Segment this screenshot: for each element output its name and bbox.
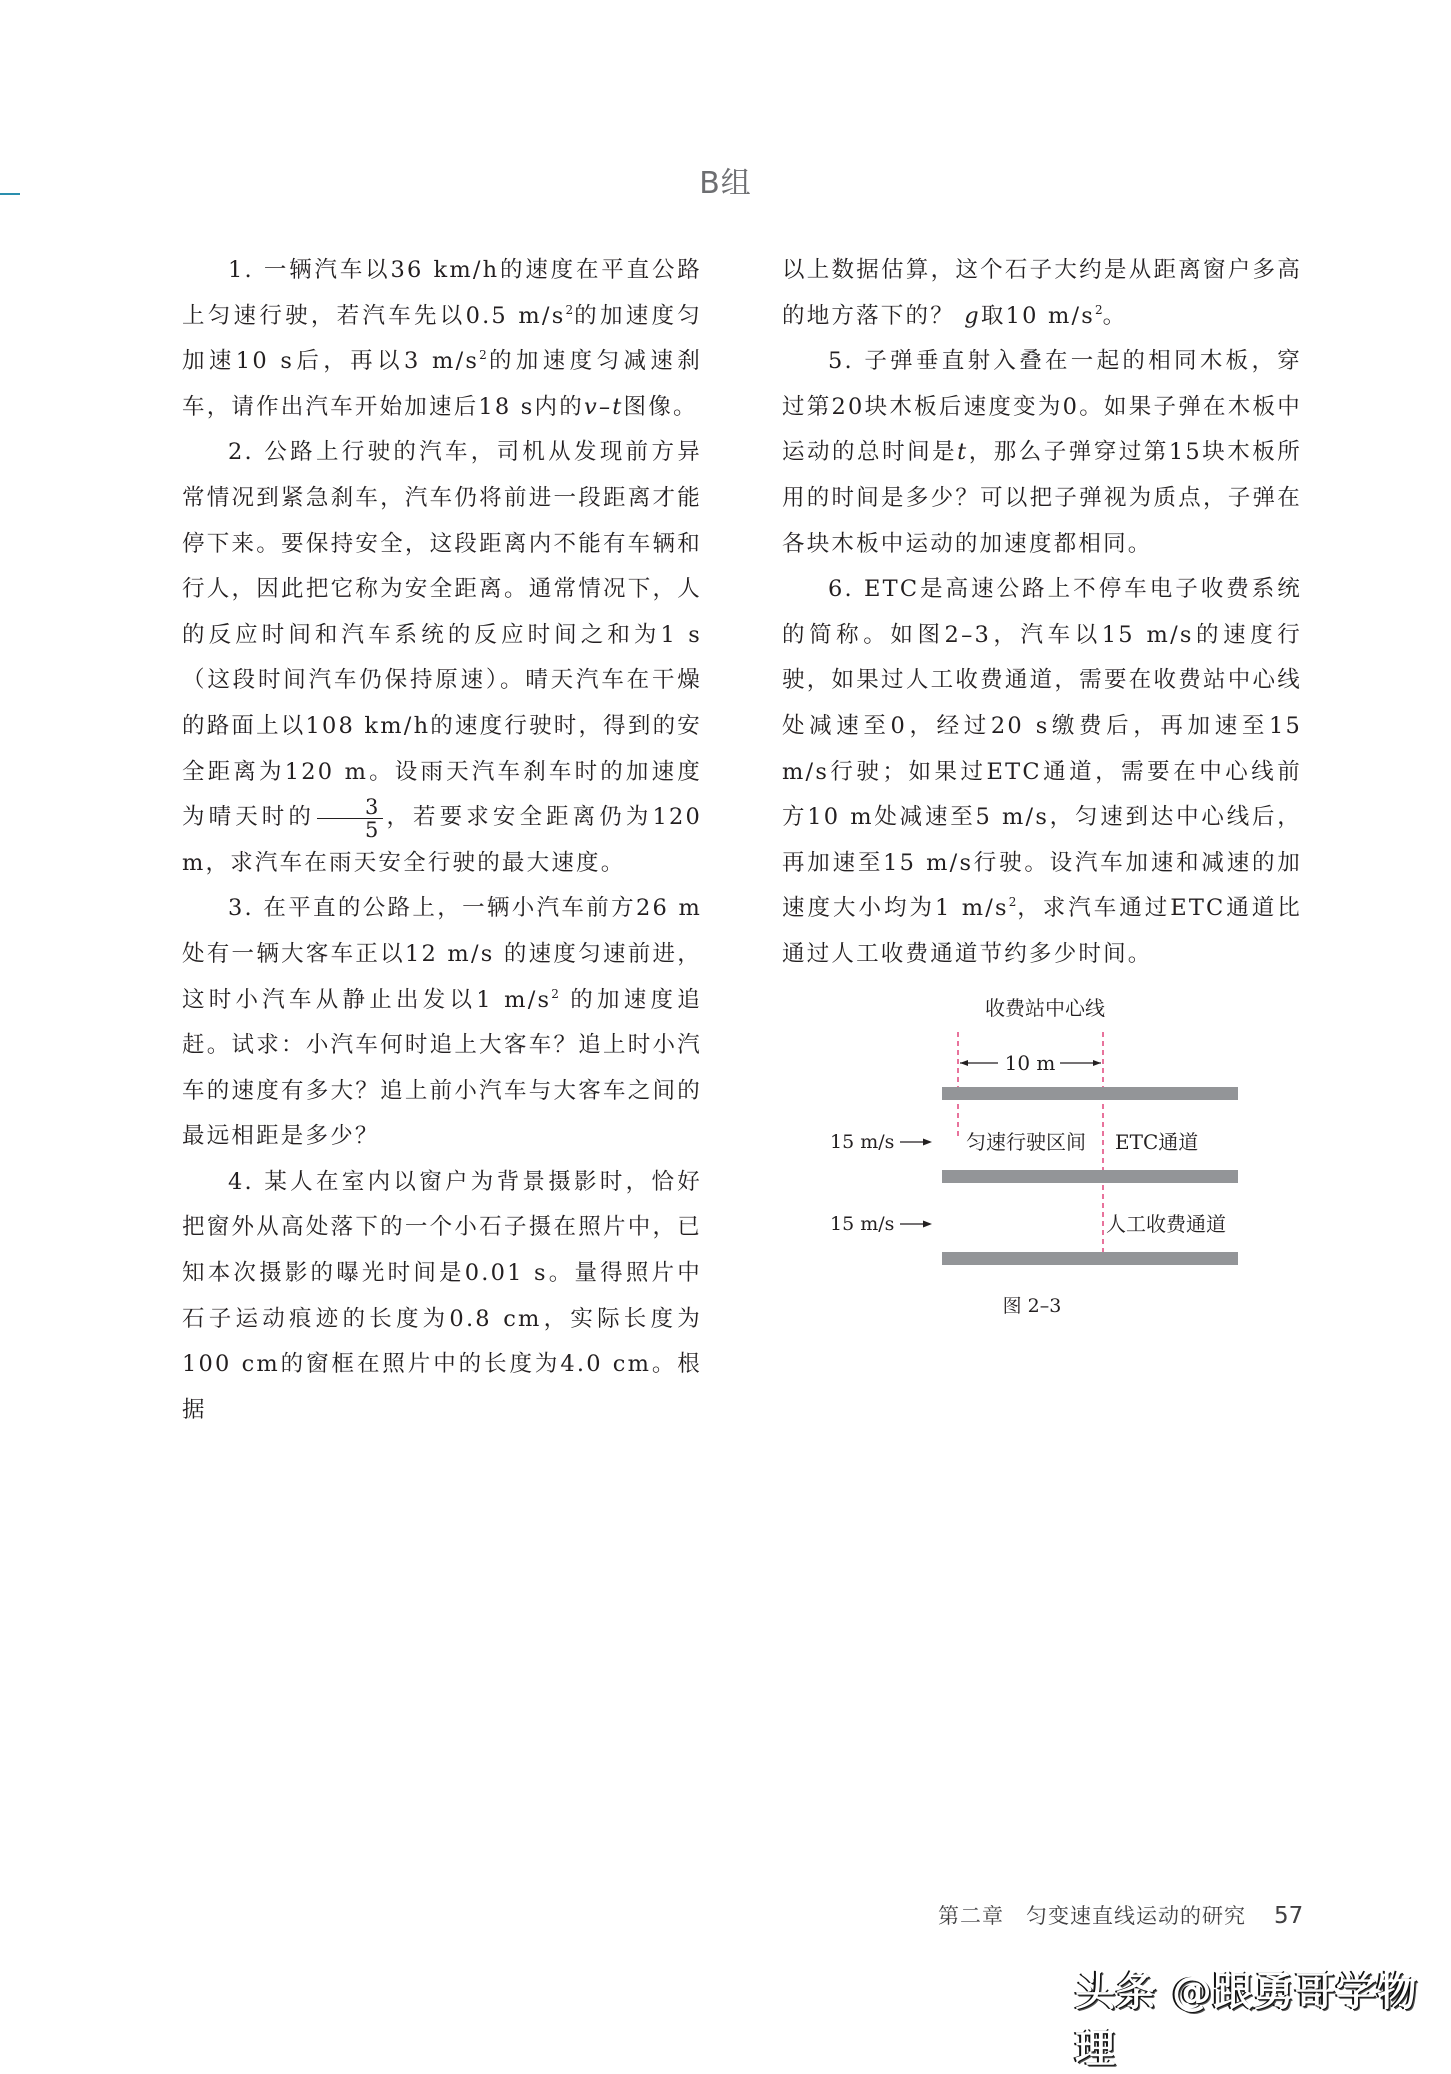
lane1-name-label: ETC通道 <box>1115 1130 1199 1154</box>
problem-2: 2. 公路上行驶的汽车，司机从发现前方异常情况到紧急刹车，汽车仍将前进一段距离才能停下来。要保持安全，这段距离内不能有车辆和行人，因此把它称为安全距离。通常情况下，人的反应时间和汽车系统的反应时间之和为1 s（这段时间汽车仍保持原速）。晴天汽车在干燥的路面上以108 km/h的速度行驶时，得到的安全距离为120 m。设雨天汽车刹车时的加速度为晴天时的 $\frac{3}{5}$ ，若要求安全距离仍为120 m，求汽车在雨天安全行驶的最大速度。 <box>182 439 702 876</box>
barrier-middle <box>942 1170 1238 1183</box>
lane1-zone-label: 匀速行驶区间 <box>966 1130 1086 1154</box>
page-number: 57 <box>1274 1903 1304 1929</box>
barrier-bottom <box>942 1252 1238 1265</box>
page-footer <box>938 1900 1303 1930</box>
figure-caption: 图 2–3 <box>1002 1295 1062 1317</box>
figure-2-3-etc-diagram <box>800 990 1280 1350</box>
lane2-speed-label: 15 m/s <box>830 1213 895 1235</box>
problem-4-part1: 4. 某人在室内以窗户为背景摄影时，恰好把窗外从高处落下的一个小石子摄在照片中，已知本次摄影的曝光时间是0.01 s。量得照片中石子运动痕迹的长度为0.8 cm，实际长度为100 cm的窗框在照片中的长度为4.0 cm。根据 <box>182 1168 702 1423</box>
watermark: 头条 @跟勇哥学物理 <box>1075 1969 1418 2072</box>
lane2-name-label: 人工收费通道 <box>1106 1212 1226 1236</box>
distance-label: 10 m <box>1004 1051 1056 1075</box>
problem-5: 5. 子弹垂直射入叠在一起的相同木板，穿过第20块木板后速度变为0。如果子弹在木板中运动的总时间是t，那么子弹穿过第15块木板所用的时间是多少？可以把子弹视为质点，子弹在各块木板中运动的加速度都相同。 <box>782 348 1303 557</box>
lane1-speed-label: 15 m/s <box>830 1131 895 1153</box>
left-column <box>182 248 702 1433</box>
right-column <box>782 248 1302 978</box>
problem-6: 6. ETC是高速公路上不停车电子收费系统的简称。如图2–3，汽车以15 m/s的速度行驶，如果过人工收费通道，需要在收费站中心线处减速至0，经过20 s缴费后，再加速至15 m/s行驶；如果过ETC通道，需要在中心线前方10 m处减速至5 m/s，匀速到达中心线后，再加速至15 m/s行驶。设汽车加速和减速的加速度大小均为1 $m/s^2$，求汽车通过ETC通道比通过人工收费通道节约多少时间。 <box>782 576 1302 967</box>
arrowhead-right-icon <box>1093 1060 1101 1066</box>
fraction-three-fifths: $\frac{3}{5}$ <box>317 796 383 841</box>
arrowhead-left-icon <box>960 1060 968 1066</box>
problem-4-part2: 以上数据估算，这个石子大约是从距离窗户多高的地方落下的？ g取10 $m/s^2$。 <box>782 257 1302 329</box>
lane1-arrowhead-icon <box>923 1139 932 1146</box>
problem-1: 1. 一辆汽车以36 km/h的速度在平直公路上匀速行驶，若汽车先以0.5 $m/s^2$的加速度匀加速10 s后，再以3 $m/s^2$的加速度匀减速刹车，请作出汽车开始加速后18 s内的v–t图像。 <box>182 257 702 420</box>
center-line-label: 收费站中心线 <box>985 996 1105 1020</box>
problem-3: 3. 在平直的公路上，一辆小汽车前方26 m处有一辆大客车正以12 m/s 的速度匀速前进，这时小汽车从静止出发以1 $m/s^2$ 的加速度追赶。试求：小汽车何时追上大客车？追上时小汽车的速度有多大？追上前小汽车与大客车之间的最远相距是多少？ <box>182 895 702 1150</box>
barrier-top <box>942 1087 1238 1100</box>
section-title: B组 <box>699 166 752 201</box>
lane2-arrowhead-icon <box>923 1221 932 1228</box>
chapter-title: 第二章 匀变速直线运动的研究 <box>938 1904 1246 1928</box>
